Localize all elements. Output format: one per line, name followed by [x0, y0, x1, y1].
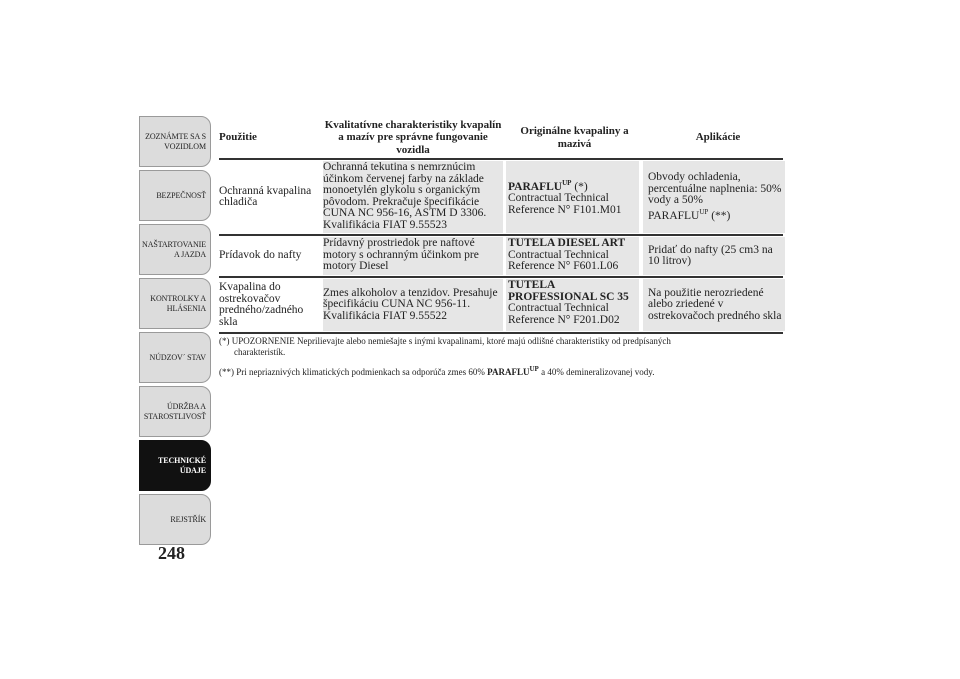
product-mark: (*) — [574, 180, 588, 193]
row3-original — [506, 279, 639, 331]
footnote-2 — [219, 364, 789, 378]
footnotes — [219, 336, 789, 384]
tab-nudzovy-stav[interactable] — [139, 332, 211, 383]
product-line1: Contractual Technical — [508, 302, 609, 314]
product-sup: UP — [562, 178, 572, 187]
row3-usage: Kvapalina do ostrekovačov predného/zadného skla — [219, 281, 304, 328]
tab-zoznamte-sa-s-vozidlom[interactable] — [139, 116, 211, 167]
header-original: Originálne kvapaliny a mazivá — [520, 125, 629, 150]
page-number: 248 — [158, 543, 185, 563]
row1-application — [643, 161, 785, 233]
row2-application: Pridať do nafty (25 cm3 na 10 litrov) — [643, 237, 785, 275]
tab-kontrolky-a-hlasenia[interactable] — [139, 278, 211, 329]
tab-label: REJSTŘÍK — [170, 514, 206, 524]
product-line1: Contractual Technical — [508, 192, 609, 205]
tab-bezpecnost[interactable] — [139, 170, 211, 221]
tab-label: TECHNICKÉ ÚDAJE — [158, 456, 206, 475]
footnote-2-product: PARAFLU — [487, 367, 530, 377]
header-application: Aplikácie — [695, 131, 741, 144]
footnote-1 — [219, 336, 789, 358]
tab-nastartovanie-a-jazda[interactable] — [139, 224, 211, 275]
tab-label: NÚDZOV´ STAV — [149, 352, 206, 362]
application-sup: UP — [699, 207, 709, 216]
product-line2: Reference N° F601.L06 — [508, 260, 619, 272]
tab-technicke-udaje[interactable] — [139, 440, 211, 491]
header-characteristics: Kvalitatívne charakteristiky kvapalín a mazív pre správne fungovanie vozidla — [324, 118, 502, 156]
header-usage: Použitie — [219, 131, 257, 144]
product-line2: Reference N° F201.D02 — [508, 313, 620, 326]
tab-rejstrik[interactable] — [139, 494, 211, 545]
row1-characteristics: Ochranná tekutina s nemrznúcim účinkom červenej farby na základe monoetylén glykolu s organickým pôvodom. Prekračuje špecifikácie CUNA NC 956-16, ASTM D 3306. Kvalifikácia FIAT 9.55523 — [323, 161, 503, 233]
footnote-1-line1: (*) UPOZORNENIE Neprilievajte alebo nemiešajte s inými kvapalinami, ktoré majú odlišné charakteristiky od predpísaných — [219, 336, 671, 346]
product-line1: Contractual Technical — [508, 248, 609, 261]
row1-usage: Ochranná kvapalina chladiča — [219, 184, 312, 208]
tab-label: BEZPEČNOSŤ — [156, 190, 206, 200]
product-line2: Reference N° F101.M01 — [508, 203, 622, 216]
table-bottom-rule — [219, 332, 783, 334]
header-rule — [219, 158, 783, 160]
tab-label: ÚDRŽBA A STAROSTLIVOSŤ — [143, 402, 206, 421]
footnote-2-sup: UP — [529, 365, 539, 373]
tab-udrzba-a-starostlivost[interactable] — [139, 386, 211, 437]
tab-label: ZOZNÁMTE SA S VOZIDLOM — [145, 132, 206, 151]
row2-original — [506, 237, 639, 275]
product-name: PARAFLU — [508, 180, 563, 193]
tab-label: NAŠTARTOVANIE A JAZDA — [142, 240, 206, 259]
row3-characteristics: Zmes alkoholov a tenzidov. Presahuje špecifikáciu CUNA NC 956-11. Kvalifikácia FIAT 9.55522 — [323, 279, 503, 331]
product-name: TUTELA DIESEL ART — [508, 237, 626, 249]
row3-application: Na použitie nerozriedené alebo zriedené v ostrekovačoch predného skla — [643, 279, 785, 331]
footnote-1-line2: charakteristík. — [234, 347, 286, 357]
row-rule — [219, 276, 783, 278]
row-rule — [219, 234, 783, 236]
application-mark: (**) — [711, 209, 731, 222]
application-product: PARAFLU — [648, 209, 700, 222]
row1-original — [506, 161, 639, 233]
product-name: TUTELA PROFESSIONAL SC 35 — [508, 279, 629, 303]
application-text: Obvody ochladenia, percentuálne naplnenia: 50% vody a 50% — [648, 171, 782, 207]
tab-label: KONTROLKY A HLÁSENIA — [150, 294, 206, 313]
footnote-2-prefix: (**) Pri nepriaznivých klimatických podmienkach sa odporúča zmes 60% — [219, 367, 485, 377]
row2-usage: Prídavok do nafty — [219, 249, 302, 262]
row2-characteristics: Prídavný prostriedok pre naftové motory s ochranným účinkom pre motory Diesel — [323, 237, 503, 275]
footnote-2-suffix: a 40% demineralizovanej vody. — [541, 367, 655, 377]
